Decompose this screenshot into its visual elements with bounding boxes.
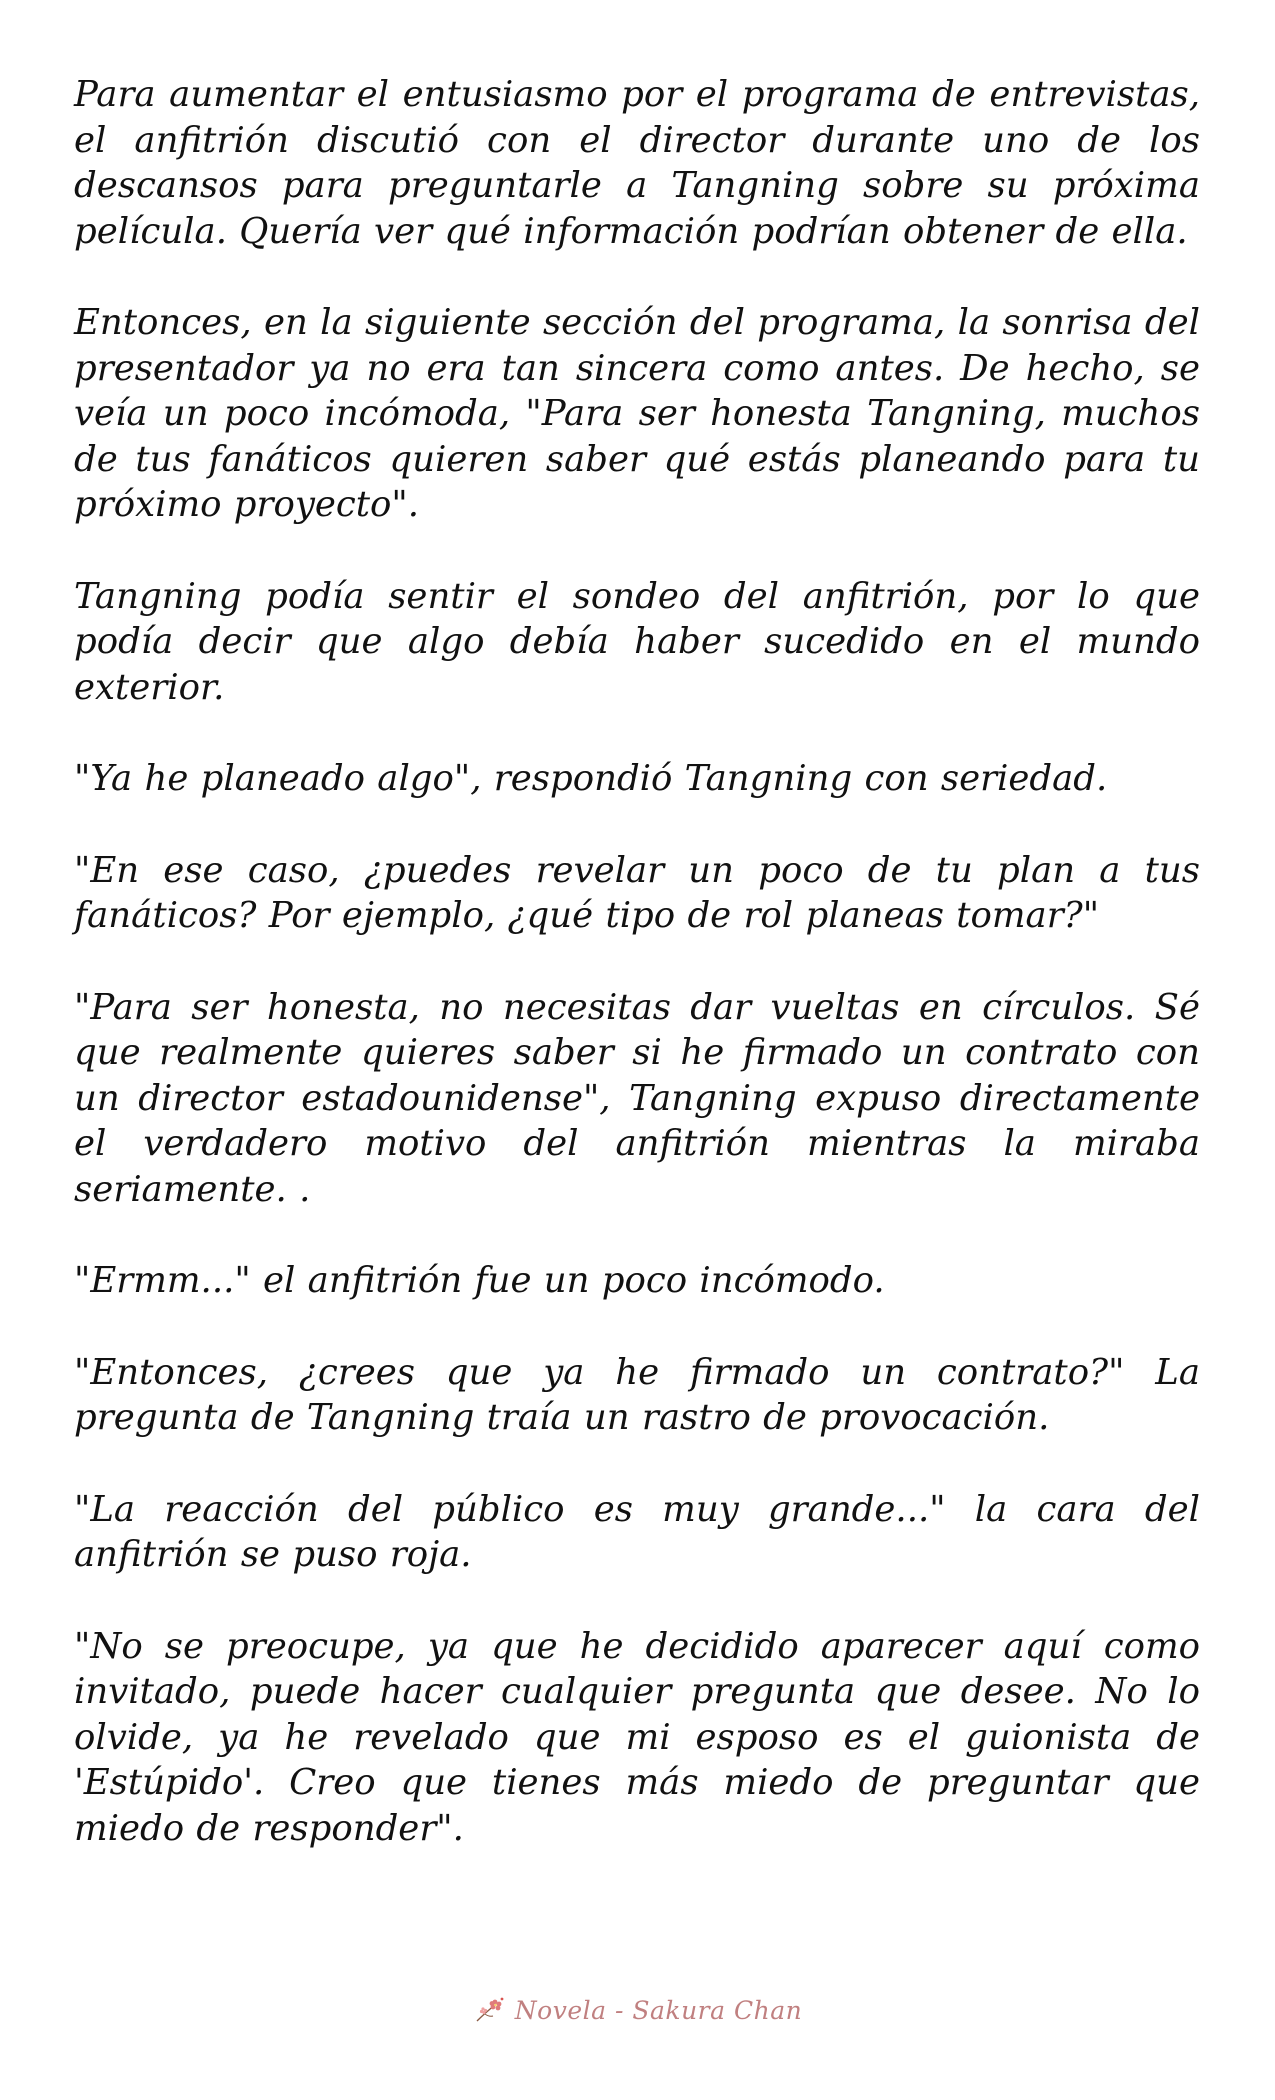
paragraph-5: "En ese caso, ¿puedes revelar un poco de tu plan a tus fanáticos? Por ejemplo, ¿qué tipo de rol planeas tomar?": [74, 849, 1200, 936]
document-body: [74, 72, 1200, 1897]
paragraph-1: Para aumentar el entusiasmo por el programa de entrevistas, el anfitrión discutió con el director durante uno de los descansos para preguntarle a Tangning sobre su próxima película. Quería ver qué información podrían obtener de ella.: [74, 74, 1200, 252]
paragraph-4: "Ya he planeado algo", respondió Tangning con seriedad.: [74, 758, 1108, 799]
paragraph-3: Tangning podía sentir el sondeo del anfitrión, por lo que podía decir que algo debía haber sucedido en el mundo exterior.: [74, 575, 1200, 708]
watermark: [473, 1995, 802, 2025]
footer: [0, 1990, 1275, 2030]
watermark-text: Novela - Sakura Chan: [514, 1995, 803, 2025]
paragraph-9: "La reacción del público es muy grande..." la cara del anfitrión se puso roja.: [74, 1488, 1200, 1575]
paragraph-7: "Ermm..." el anfitrión fue un poco incómodo.: [74, 1260, 885, 1301]
paragraph-10: "No se preocupe, ya que he decidido aparecer aquí como invitado, puede hacer cualquier pregunta que desee. No lo olvide, ya he revelado que mi esposo es el guionista de 'Estúpido'. Creo que tienes más miedo de preguntar que miedo de responder".: [74, 1625, 1200, 1849]
paragraph-6: "Para ser honesta, no necesitas dar vueltas en círculos. Sé que realmente quieres saber si he firmado un contrato con un director estadounidense", Tangning expuso directamente el verdadero motivo del anfitrión mientras la miraba seriamente. .: [74, 986, 1200, 1210]
paragraph-2: Entonces, en la siguiente sección del programa, la sonrisa del presentador ya no era tan sincera como antes. De hecho, se veía un poco incómoda, "Para ser honesta Tangning, muchos de tus fanáticos quieren saber qué estás planeando para tu próximo proyecto".: [74, 302, 1200, 525]
cherry-blossom-icon: [473, 1995, 507, 2025]
paragraph-8: "Entonces, ¿crees que ya he firmado un contrato?" La pregunta de Tangning traía un rastro de provocación.: [74, 1351, 1200, 1438]
